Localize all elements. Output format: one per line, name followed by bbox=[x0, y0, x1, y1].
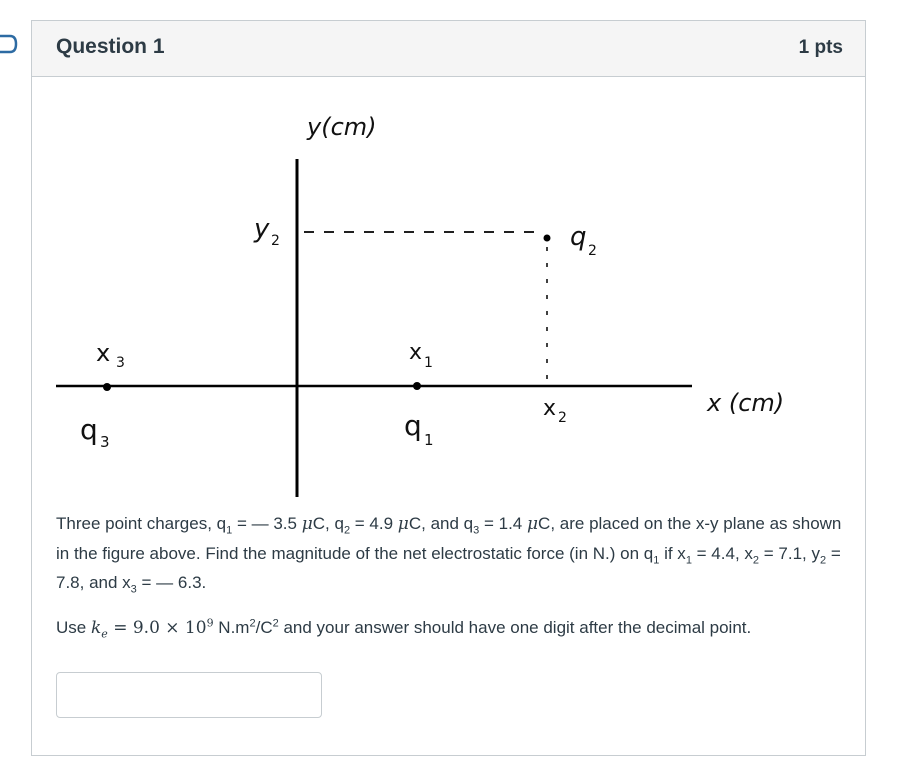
x2-sub: 2 bbox=[558, 410, 567, 426]
q2-sub: 2 bbox=[588, 243, 597, 259]
q2-label: q bbox=[570, 222, 587, 252]
q3-point bbox=[103, 383, 111, 391]
answer-input[interactable] bbox=[56, 672, 322, 718]
x3-sub: 3 bbox=[116, 355, 125, 371]
q3-label: q bbox=[80, 413, 98, 446]
q3-sub: 3 bbox=[100, 433, 110, 451]
y2-label: y bbox=[254, 214, 270, 244]
x1-label: x bbox=[409, 340, 423, 365]
x-axis-label: x (cm) bbox=[707, 389, 785, 417]
constant-text: Use $k_e = 9.0 \times 10^9$ $N.m^2/C^2$ and your answer should have one digit after the decimal point. bbox=[56, 616, 752, 641]
x2-label: x bbox=[543, 396, 557, 421]
question-text: Three point charges, $q_1$ = — 3.5 μC, $q_2 = 4.9$ μC, and $q_3 = 1.4$ μC, are placed on the x-y plane as shown in the figure above. Find the magnitude of the net electrostatic force (in N.) on $q_1$ if $x_1 = 4.4$, $x_2 = 7.1$, $y_2 = 7.8$, and $x_3$ = — 6.3. bbox=[56, 514, 842, 596]
question-header bbox=[32, 21, 865, 77]
x1-sub: 1 bbox=[424, 355, 433, 371]
question-points: 1 pts bbox=[798, 37, 843, 58]
q1-point bbox=[413, 382, 421, 390]
y-axis-label: y(cm) bbox=[307, 113, 377, 141]
question-flag-icon[interactable] bbox=[0, 33, 18, 55]
question-title: Question 1 bbox=[56, 35, 165, 58]
charge-diagram bbox=[32, 77, 865, 507]
x3-label: x bbox=[96, 339, 111, 367]
question-card bbox=[31, 20, 866, 756]
q1-label: q bbox=[404, 409, 422, 442]
q2-point bbox=[544, 235, 551, 242]
y2-sub: 2 bbox=[271, 233, 280, 249]
q1-sub: 1 bbox=[424, 431, 434, 449]
